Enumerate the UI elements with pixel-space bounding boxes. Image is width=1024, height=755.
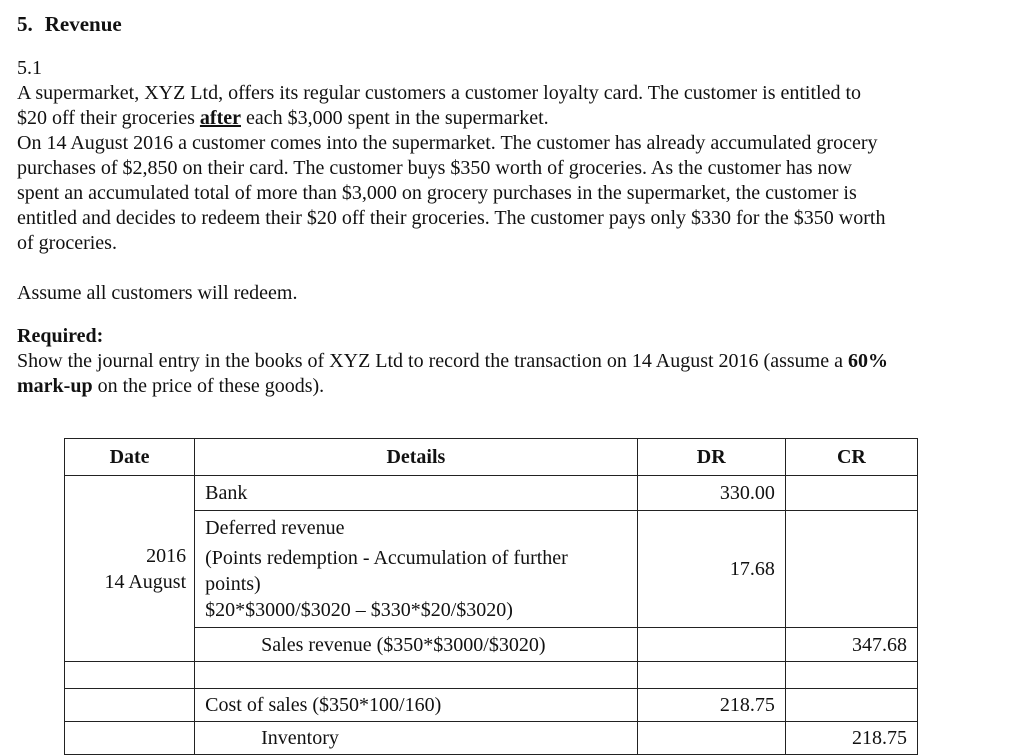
date-day: 14 August [104, 570, 187, 593]
table-row-inventory [65, 722, 918, 755]
assumption-text: Assume all customers will redeem. [17, 282, 298, 304]
paragraph-2-line: spent an accumulated total of more than $3,000 on grocery purchases in the supermarket, the customer is [17, 182, 857, 204]
details-cost-of-sales: Cost of sales ($350*100/160) [195, 689, 638, 722]
table-header-row [65, 439, 918, 476]
date-year: 2016 [146, 544, 187, 567]
document-page [17, 10, 1017, 399]
cr-cost-of-sales [785, 689, 917, 722]
header-dr: DR [637, 439, 785, 476]
required-text [17, 349, 1017, 399]
required-line-2-text: on the price of these goods). [92, 375, 325, 397]
paragraph-2-line: purchases of $2,850 on their card. The customer buys $350 worth of groceries. As the customer has now [17, 157, 852, 179]
markup-label: mark-up [17, 375, 93, 397]
deferred-line-1: Deferred revenue [205, 517, 345, 539]
deferred-line-3: points) [205, 573, 261, 595]
section-heading [17, 10, 1017, 38]
paragraph-2 [17, 131, 1017, 256]
details-inventory: Inventory [195, 722, 638, 755]
date-cell [65, 476, 195, 662]
required-title: Required: [17, 325, 104, 347]
cr-sales-revenue: 347.68 [785, 628, 917, 662]
markup-percent: 60% [847, 350, 888, 372]
paragraph-2-line: of groceries. [17, 232, 117, 254]
journal-entry-table [64, 438, 918, 755]
details-deferred-revenue [195, 511, 638, 628]
table-row-spacer [65, 662, 918, 689]
dr-bank: 330.00 [637, 476, 785, 511]
date-cell-empty [65, 722, 195, 755]
header-details: Details [195, 439, 638, 476]
header-date: Date [65, 439, 195, 476]
dr-cost-of-sales: 218.75 [637, 689, 785, 722]
section-number: 5. [17, 12, 33, 36]
paragraph-2-line: entitled and decides to redeem their $20 off their groceries. The customer pays only $330 for the $350 worth [17, 207, 886, 229]
dr-inventory [637, 722, 785, 755]
cr-deferred-revenue [785, 511, 917, 628]
cr-inventory: 218.75 [785, 722, 917, 755]
required-line-1-text: Show the journal entry in the books of XYZ Ltd to record the transaction on 14 August 2016 (assume a [17, 350, 848, 372]
paragraph-1-line-2-post: each $3,000 spent in the supermarket. [240, 107, 549, 129]
table-row-bank [65, 476, 918, 511]
table-row-cost-of-sales [65, 689, 918, 722]
header-cr: CR [785, 439, 917, 476]
required-line-1 [17, 349, 1017, 374]
details-sales-revenue: Sales revenue ($350*$3000/$3020) [195, 628, 638, 662]
section-title: Revenue [44, 12, 122, 36]
subsection-number: 5.1 [17, 57, 42, 79]
details-bank: Bank [195, 476, 638, 511]
deferred-line-2: (Points redemption - Accumulation of further [205, 547, 568, 569]
dr-deferred-revenue: 17.68 [637, 511, 785, 628]
paragraph-1 [17, 81, 1017, 131]
date-cell-empty [65, 689, 195, 722]
emphasis-after: after [199, 107, 241, 129]
cr-bank [785, 476, 917, 511]
deferred-line-4: $20*$3000/$3020 – $330*$20/$3020) [205, 599, 513, 621]
paragraph-1-line-1: A supermarket, XYZ Ltd, offers its regular customers a customer loyalty card. The customer is entitled to [17, 82, 862, 104]
required-line-2 [17, 374, 1017, 399]
paragraph-2-line: On 14 August 2016 a customer comes into the supermarket. The customer has already accumulated grocery [17, 132, 878, 154]
dr-sales-revenue [637, 628, 785, 662]
paragraph-1-line-2-pre: $20 off their groceries [17, 107, 200, 129]
paragraph-1-line-2 [17, 106, 1017, 131]
